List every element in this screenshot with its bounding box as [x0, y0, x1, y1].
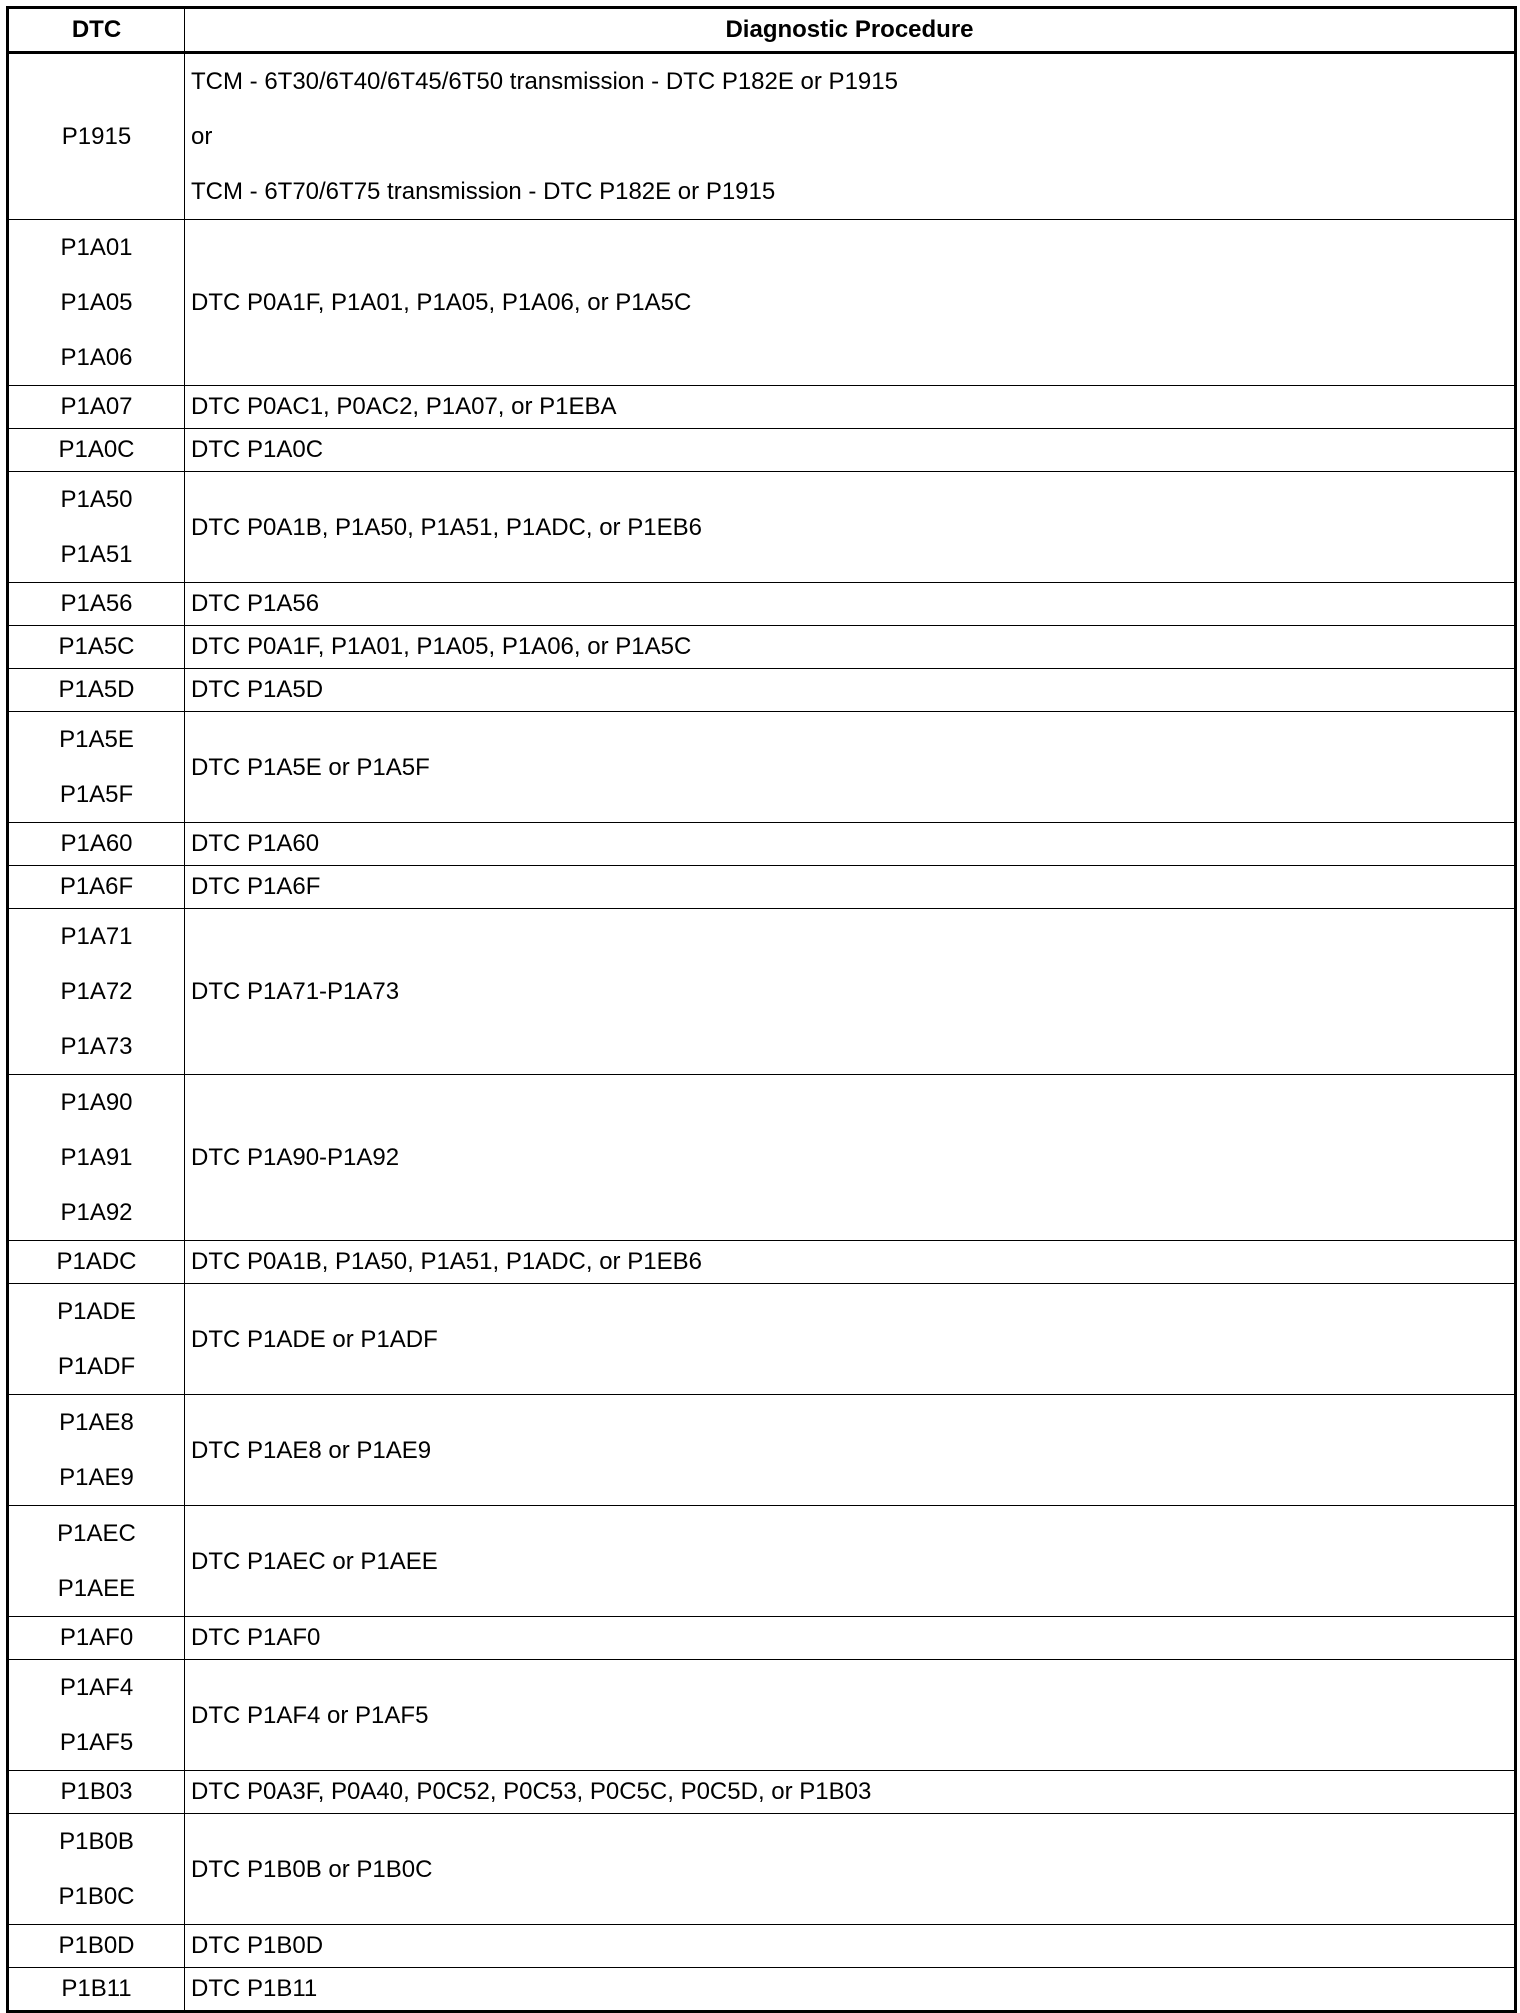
procedure-cell	[185, 1617, 1516, 1660]
dtc-cell	[8, 823, 185, 866]
dtc-cell	[8, 472, 185, 583]
dtc-cell	[8, 1075, 185, 1241]
dtc-code: P1AEE	[57, 1575, 136, 1602]
dtc-code: P1ADF	[57, 1353, 136, 1380]
procedure-text: TCM - 6T30/6T40/6T45/6T50 transmission - DTC P182E or P1915	[191, 68, 898, 95]
dtc-code: P1A5F	[59, 781, 134, 808]
table-row	[8, 1617, 1516, 1660]
dtc-cell	[8, 1506, 185, 1617]
procedure-cell	[185, 429, 1516, 472]
table-row	[8, 1925, 1516, 1968]
dtc-code: P1A73	[60, 1033, 133, 1060]
procedure-cell	[185, 583, 1516, 626]
procedure-text: DTC P1ADE or P1ADF	[191, 1325, 438, 1353]
dtc-code: P1AF0	[59, 1624, 134, 1651]
procedure-cell	[185, 866, 1516, 909]
procedure-cell	[185, 1925, 1516, 1968]
table-row	[8, 1771, 1516, 1814]
dtc-cell	[8, 386, 185, 429]
dtc-procedure-table	[6, 6, 1517, 2013]
procedure-cell	[185, 1506, 1516, 1617]
table-row	[8, 866, 1516, 909]
procedure-cell	[185, 220, 1516, 386]
dtc-code: P1B11	[61, 1975, 132, 2002]
dtc-code: P1A06	[60, 344, 133, 371]
dtc-code: P1A6F	[59, 873, 134, 900]
procedure-text: DTC P1AEC or P1AEE	[191, 1547, 438, 1575]
procedure-text: DTC P0A1F, P1A01, P1A05, P1A06, or P1A5C	[191, 633, 692, 660]
procedure-text: DTC P1A6F	[191, 873, 321, 900]
procedure-cell	[185, 823, 1516, 866]
table-row	[8, 1075, 1516, 1241]
table-row	[8, 1660, 1516, 1771]
procedure-cell	[185, 1814, 1516, 1925]
procedure-cell	[185, 386, 1516, 429]
dtc-cell	[8, 53, 185, 220]
procedure-cell	[185, 626, 1516, 669]
procedure-cell	[185, 909, 1516, 1075]
dtc-cell	[8, 1660, 185, 1771]
dtc-code: P1A5E	[59, 726, 134, 753]
header-diagnostic-procedure: Diagnostic Procedure	[185, 8, 1516, 53]
table-row	[8, 472, 1516, 583]
procedure-text: DTC P1B11	[191, 1975, 318, 2002]
procedure-cell	[185, 1771, 1516, 1814]
dtc-code: P1A71	[60, 923, 133, 950]
dtc-cell	[8, 220, 185, 386]
procedure-cell	[185, 1241, 1516, 1284]
dtc-code: P1A05	[60, 289, 133, 316]
table-header-row	[8, 8, 1516, 53]
dtc-code: P1A01	[60, 234, 133, 261]
table-row	[8, 1395, 1516, 1506]
procedure-text: DTC P1B0D	[191, 1932, 324, 1959]
dtc-code: P1AE8	[59, 1409, 134, 1436]
table-row	[8, 583, 1516, 626]
procedure-text: DTC P1A90-P1A92	[191, 1144, 400, 1171]
dtc-cell	[8, 429, 185, 472]
dtc-code: P1A56	[60, 590, 133, 617]
procedure-cell	[185, 1660, 1516, 1771]
table-row	[8, 1284, 1516, 1395]
dtc-cell	[8, 1814, 185, 1925]
dtc-cell	[8, 1925, 185, 1968]
table-row	[8, 220, 1516, 386]
dtc-code: P1915	[61, 123, 132, 150]
dtc-cell	[8, 1395, 185, 1506]
table-row	[8, 823, 1516, 866]
dtc-code: P1A92	[60, 1199, 133, 1226]
procedure-cell	[185, 472, 1516, 583]
table-row	[8, 429, 1516, 472]
dtc-code: P1B0B	[59, 1828, 134, 1855]
dtc-cell	[8, 712, 185, 823]
procedure-text: DTC P1B0B or P1B0C	[191, 1855, 433, 1883]
dtc-code: P1A60	[60, 830, 133, 857]
dtc-code: P1A0C	[58, 436, 135, 463]
procedure-text: DTC P1AF0	[191, 1624, 321, 1651]
dtc-cell	[8, 909, 185, 1075]
header-dtc: DTC	[8, 8, 185, 53]
procedure-text: DTC P1AE8 or P1AE9	[191, 1436, 432, 1464]
dtc-cell	[8, 583, 185, 626]
procedure-text: DTC P0A1F, P1A01, P1A05, P1A06, or P1A5C	[191, 289, 692, 316]
dtc-code: P1A90	[60, 1089, 133, 1116]
table-row	[8, 1241, 1516, 1284]
dtc-code: P1B0D	[58, 1932, 135, 1959]
dtc-code: P1AEC	[57, 1520, 136, 1547]
procedure-cell	[185, 1284, 1516, 1395]
dtc-cell	[8, 1241, 185, 1284]
procedure-text: DTC P1A71-P1A73	[191, 978, 400, 1005]
dtc-cell	[8, 1771, 185, 1814]
dtc-cell	[8, 669, 185, 712]
dtc-cell	[8, 1968, 185, 2012]
procedure-text: DTC P0AC1, P0AC2, P1A07, or P1EBA	[191, 393, 617, 420]
table-row	[8, 712, 1516, 823]
table-row	[8, 1506, 1516, 1617]
procedure-text: DTC P1A0C	[191, 436, 324, 463]
procedure-cell	[185, 53, 1516, 220]
procedure-text: TCM - 6T70/6T75 transmission - DTC P182E or P1915	[191, 178, 776, 205]
table-row	[8, 626, 1516, 669]
dtc-code: P1AF4	[59, 1674, 134, 1701]
procedure-text: DTC P1A56	[191, 590, 320, 617]
dtc-code: P1A91	[60, 1144, 133, 1171]
dtc-code: P1B0C	[58, 1883, 135, 1910]
dtc-code: P1ADE	[57, 1298, 136, 1325]
procedure-cell	[185, 1395, 1516, 1506]
procedure-text: DTC P0A1B, P1A50, P1A51, P1ADC, or P1EB6	[191, 513, 702, 541]
table-row	[8, 386, 1516, 429]
procedure-text: DTC P1A5E or P1A5F	[191, 753, 430, 781]
dtc-code: P1A5C	[58, 633, 135, 660]
table-row	[8, 1814, 1516, 1925]
table-row	[8, 1968, 1516, 2012]
procedure-text: DTC P0A1B, P1A50, P1A51, P1ADC, or P1EB6	[191, 1248, 702, 1275]
dtc-cell	[8, 1284, 185, 1395]
dtc-code: P1A5D	[58, 676, 135, 703]
procedure-cell	[185, 1968, 1516, 2012]
table-row	[8, 53, 1516, 220]
dtc-cell	[8, 866, 185, 909]
procedure-cell	[185, 669, 1516, 712]
procedure-text: DTC P1A60	[191, 830, 320, 857]
dtc-cell	[8, 626, 185, 669]
procedure-text: DTC P0A3F, P0A40, P0C52, P0C53, P0C5C, P0C5D, or P1B03	[191, 1778, 872, 1805]
dtc-code: P1AF5	[59, 1729, 134, 1756]
procedure-cell	[185, 1075, 1516, 1241]
procedure-text: DTC P1AF4 or P1AF5	[191, 1701, 429, 1729]
table-body	[8, 53, 1516, 2012]
dtc-code: P1A50	[60, 486, 133, 513]
dtc-code: P1A72	[60, 978, 133, 1005]
dtc-code: P1ADC	[56, 1248, 137, 1275]
procedure-text: or	[191, 123, 213, 150]
dtc-code: P1A07	[60, 393, 133, 420]
dtc-code: P1AE9	[59, 1464, 134, 1491]
dtc-code: P1B03	[60, 1778, 133, 1805]
procedure-text: DTC P1A5D	[191, 676, 324, 703]
dtc-code: P1A51	[60, 541, 133, 568]
dtc-cell	[8, 1617, 185, 1660]
procedure-cell	[185, 712, 1516, 823]
table-row	[8, 909, 1516, 1075]
table-row	[8, 669, 1516, 712]
